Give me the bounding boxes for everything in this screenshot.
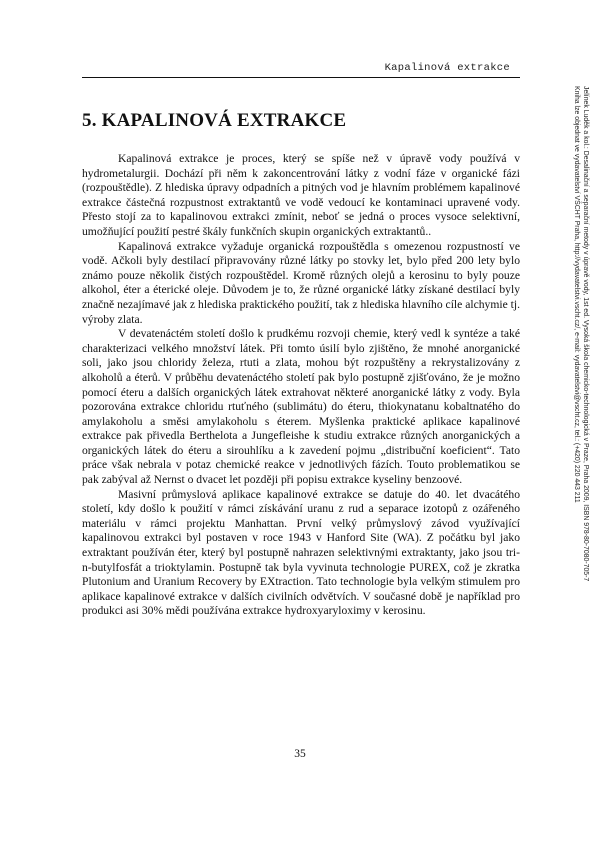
running-header: Kapalinová extrakce	[384, 62, 510, 74]
header-rule	[82, 77, 520, 78]
body-text	[82, 152, 520, 619]
paragraph: Masivní průmyslová aplikace kapalinové extrakce se datuje do 40. let dvacátého století, kdy došlo k použití v rámci získávání uranu z rud a separace izotopů z ozářeného materiálu v rámci projektu Manhattan. První velký průmyslový závod využívající kapalinovou extrakci byl postaven v roce 1943 v Hanford Site (WA). Z počátku byl jako extraktant používán éter, který byl postupně nahrazen selektivnými extraktanty, jako jsou tri-n-butylfosfát a trioktylamin. Postupně tak byla vyvinuta technologie PUREX, což je zkratka Plutonium and Uranium Recovery by EXtraction. Tato technologie byla velkým stimulem pro aplikace kapalinové extrakce v dalších civilních odvětvích. V současné době je například pro produkci asi 30% mědi používána extrakce hydroxyaryloximy v kerosinu.	[82, 487, 520, 618]
citation-line: Kniha lze objednat ve vydavatelství VŠCHT Praha, http://vydavatelstvi.vscht.cz/, e-mail: vydavatelstvi@vscht.cz, tel.: (+420) 220 443 211	[573, 86, 580, 503]
page-number: 35	[294, 748, 306, 760]
paragraph: V devatenáctém století došlo k prudkému rozvoji chemie, který vedl k syntéze a také charakterizaci velkého množství látek. Při tomto úsilí bylo zjištěno, že mnohé anorganické soli, jako jsou chloridy železa, rtuti a zlata, mohou být rozpuštěny a rekrystalizovány z alkoholů a éterů. V průběhu devatenáctého století pak bylo postupně zjišťováno, že je možno pomocí éteru a dalších organických látek extrahovat některé anorganické látky z vody. Byla pozorována extrakce chloridu rtuťného (sublimátu) do éteru, thiokynatanu kobaltnatého do amylakoholu a směsi amylakoholu s éterem. Myšlenka praktické aplikace kapalinové extrakce pak přivedla Berthelota a Jungefleishe k studiu extrakce různých anorganických a organických látek do éteru a sirouhlíku a k zavedení pojmu „distribuční koeficient“. Tato práce však nebrala v potaz chemické reakce v jednotlivých fázích. Touto problematikou se pak zabýval až Nernst o dvacet let později při popisu extrakce kyseliny benzoové.	[82, 327, 520, 487]
citation-side-note	[572, 86, 590, 581]
paragraph: Kapalinová extrakce vyžaduje organická rozpouštědla s omezenou rozpustností ve vodě. Ačkoli byly destilací připravovány různé látky po stovky let, bylo před 200 lety bylo známo pouze několik čistých rozpouštědel. Kromě různých olejů a kerosinu to byly pouze alkohol, éter a éterické oleje. Důvodem je to, že různé organické látky získané destilací byly značně nezajímavé jak z hlediska praktického použití, tak z hlediska hlavního cíle alchymie tj. výroby zlata.	[82, 239, 520, 326]
chapter-title: 5. KAPALINOVÁ EXTRAKCE	[82, 110, 347, 131]
paragraph: Kapalinová extrakce je proces, který se spíše než v úpravě vody používá v hydrometalurgii. Dochází při něm k zakoncentrování látky z vodní fáze v organické fázi (rozpouštědle). Z hlediska úpravy odpadních a pitných vod je hlavním problémem kapalinové extrakce částečná rozpustnost extraktantů ve vodě vedoucí ke kontaminaci upravené vody. Přesto stojí za to kapalinovou extrakci zmínit, neboť se jedná o proces vysoce selektivní, umožňující použití pestré škály funkčních skupin organických extraktantů..	[82, 152, 520, 238]
citation-line: Jelínek Luděk a kol.: Desalinační a separační metody v úpravě vody, 1st ed. Vysoká škola chemicko-technologická v Praze, Praha 2009, ISBN 978-80-7080-705-7	[582, 86, 589, 582]
